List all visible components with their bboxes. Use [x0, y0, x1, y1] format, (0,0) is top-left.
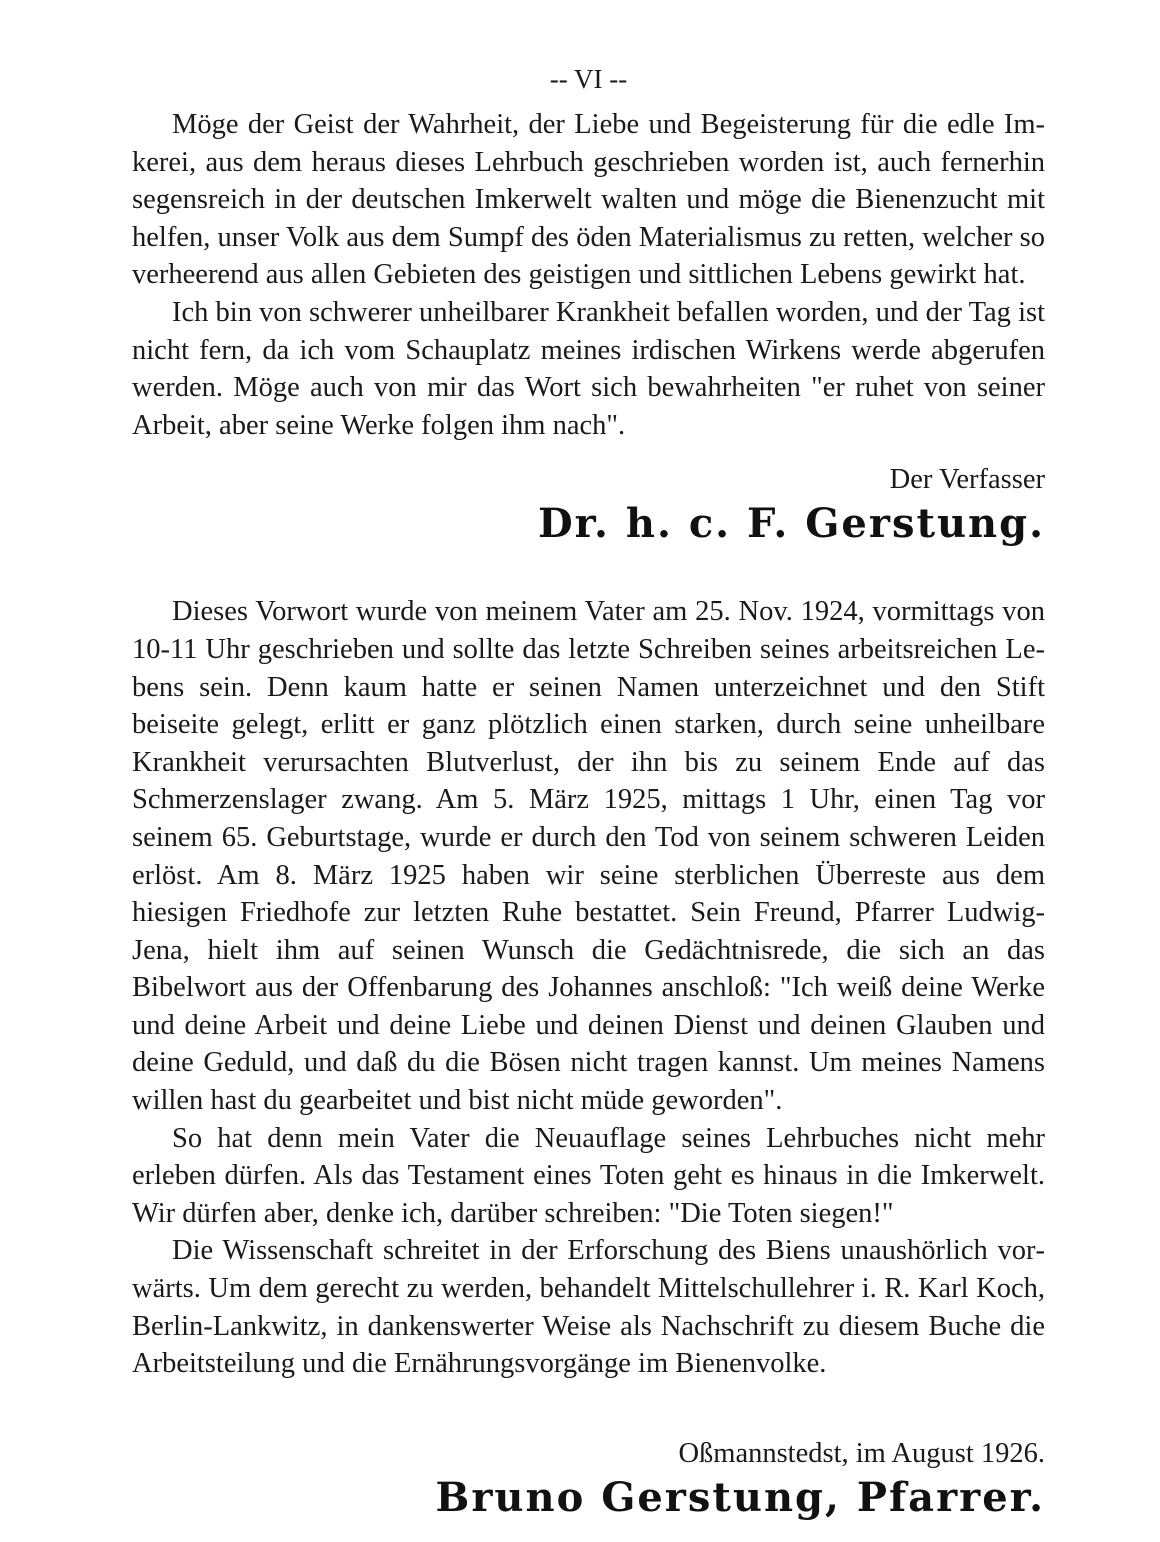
- editor-signature: Bruno Gerstung, Pfarrer.: [435, 1473, 1045, 1521]
- author-signature-block: [132, 461, 1045, 549]
- author-signature: Dr. h. c. F. Gerstung.: [537, 500, 1045, 548]
- afterword-paragraph-2: So hat denn mein Vater die Neuauflage seines Lehrbuches nicht mehr erleben dürfen. Als das Testament eines Toten geht es hinaus in die Imkerwelt. Wir dürfen aber, denke ich, darüber schreiben: "Die Toten siegen!": [132, 1122, 1045, 1229]
- place-date: Oßmannstedst, im August 1926.: [678, 1437, 1045, 1469]
- preface-paragraph-1: Möge der Geist der Wahrheit, der Liebe und Begeisterung für die edle Imkerei, aus dem heraus dieses Lehrbuch geschrieben worden ist, auch fernerhin segensreich in der deutschen Imkerwelt walten und möge die Bienenzucht mit helfen, unser Volk aus dem Sumpf des öden Materialismus zu retten, welcher so verheerend aus allen Gebieten des geistigen und sittlichen Lebens gewirkt hat.: [132, 109, 1045, 291]
- afterword-paragraph-1: Dieses Vorwort wurde von meinem Vater am 25. Nov. 1924, vormittags von 10-11 Uhr geschrieben und sollte das letzte Schreiben seines arbeitsreichen Lebens sein. Denn kaum hatte er seinen Namen unterzeichnet und den Stift beiseite gelegt, erlitt er ganz plötzlich einen starken, durch seine unheilbare Krankheit verursachten Blutverlust, der ihn bis zu seinem Ende auf das Schmerzenslager zwang. Am 5. März 1925, mittags 1 Uhr, einen Tag vor seinem 65. Geburtstage, wurde er durch den Tod von seinem schweren Leiden erlöst. Am 8. März 1925 haben wir seine sterblichen Überreste aus dem hiesigen Friedhofe zur letzten Ruhe bestattet. Sein Freund, Pfarrer Ludwig-Jena, hielt ihm auf seinen Wunsch die Gedächtnisrede, die sich an das Bibelwort aus der Offenbarung des Johannes anschloß: "Ich weiß deine Werke und deine Arbeit und deine Liebe und deinen Dienst und deinen Glauben und deine Geduld, und daß du die Bösen nicht tragen kannst. Um meines Namens willen hast du gearbeitet und bist nicht müde geworden".: [132, 596, 1045, 1117]
- preface-section: [132, 106, 1045, 444]
- editor-signature-block: [132, 1435, 1045, 1523]
- author-role: Der Verfasser: [889, 464, 1045, 496]
- afterword-section: [132, 593, 1045, 1382]
- page-number: -- VI --: [549, 64, 628, 94]
- document-page: [132, 62, 1045, 1523]
- afterword-paragraph-3: Die Wissenschaft schreitet in der Erforschung des Biens unaushörlich vorwärts. Um dem gerecht zu werden, behandelt Mittelschullehrer i. R. Karl Koch, Berlin-Lankwitz, in dankenswerter Weise als Nachschrift zu diesem Buche die Arbeitsteilung und die Ernährungsvorgänge im Bienenvolke.: [132, 1235, 1045, 1380]
- preface-paragraph-2: Ich bin von schwerer unheilbarer Krankheit befallen worden, und der Tag ist nicht fern, da ich vom Schauplatz meines irdischen Wirkens werde abgerufen werden. Möge auch von mir das Wort sich bewahrheiten "er ruhet von seiner Arbeit, aber seine Werke folgen ihm nach".: [132, 296, 1045, 441]
